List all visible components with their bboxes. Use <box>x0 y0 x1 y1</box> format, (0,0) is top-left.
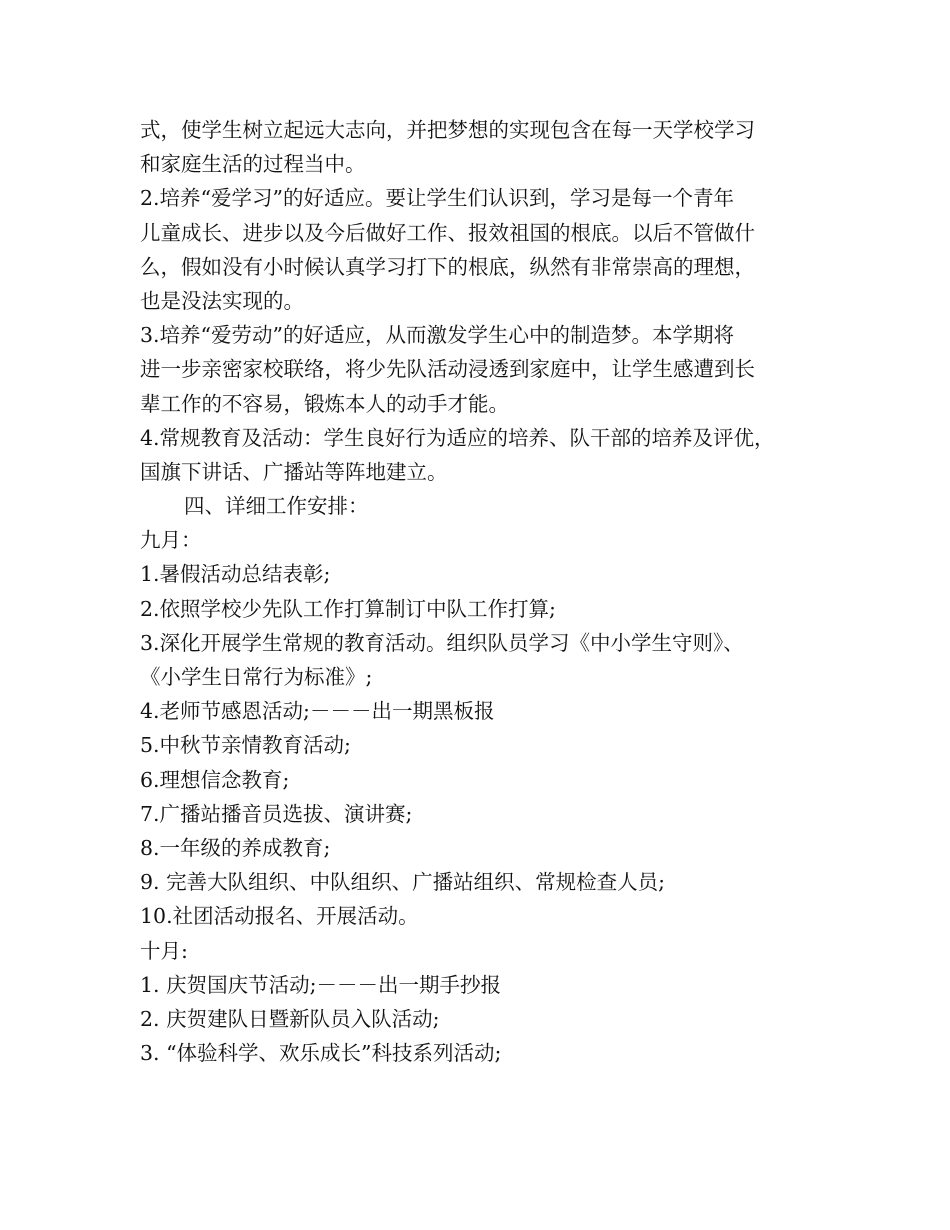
text-line: 4.常规教育及活动：学生良好行为适应的培养、队干部的培养及评优， <box>140 425 775 450</box>
text-line: 儿童成长、进步以及今后做好工作、报效祖国的根底。以后不管做什 <box>140 220 755 245</box>
list-item: 5.中秋节亲情教育活动; <box>140 733 351 758</box>
text-line: 国旗下讲话、广播站等阵地建立。 <box>140 459 448 484</box>
list-item: 4.老师节感恩活动;－－－出一期黑板报 <box>140 699 495 724</box>
list-item: 10.社团活动报名、开展活动。 <box>140 904 419 929</box>
text-line: 式，使学生树立起远大志向，并把梦想的实现包含在每一天学校学习 <box>140 118 755 142</box>
list-item: 2. 庆贺建队日暨新队员入队活动; <box>140 1006 440 1031</box>
list-item: 2.依照学校少先队工作打算制订中队工作打算; <box>140 596 556 621</box>
list-item: 8.一年级的养成教育; <box>140 835 331 860</box>
list-item: 1. 庆贺国庆节活动;－－－出一期手抄报 <box>140 972 501 997</box>
text-line: 也是没法实现的。 <box>140 288 304 313</box>
text-line: 么，假如没有小时候认真学习打下的根底，纵然有非常崇高的理想， <box>140 254 755 279</box>
list-item: 7.广播站播音员选拔、演讲赛; <box>140 801 413 826</box>
list-item: 9. 完善大队组织、中队组织、广播站组织、常规检查人员; <box>140 870 665 895</box>
month-heading: 九月： <box>140 528 202 553</box>
section-heading: 四、详细工作安排： <box>184 494 369 519</box>
list-item: 6.理想信念教育; <box>140 767 290 792</box>
text-line: 3.培养“爱劳动”的好适应，从而激发学生心中的制造梦。本学期将 <box>140 323 735 348</box>
text-line: 辈工作的不容易，锻炼本人的动手才能。 <box>140 391 509 416</box>
list-item: 3. “体验科学、欢乐成长”科技系列活动; <box>140 1041 502 1066</box>
list-item: 3.深化开展学生常规的教育活动。组织队员学习《中小学生守则》、 <box>140 630 744 655</box>
list-item: 《小学生日常行为标准》; <box>140 665 373 689</box>
text-line: 2.培养“爱学习”的好适应。要让学生们认识到，学习是每一个青年 <box>140 186 735 211</box>
text-line: 进一步亲密家校联络，将少先队活动浸透到家庭中，让学生感遭到长 <box>140 357 755 382</box>
text-line: 和家庭生活的过程当中。 <box>140 152 366 177</box>
month-heading: 十月: <box>140 938 188 963</box>
list-item: 1.暑假活动总结表彰; <box>140 562 331 587</box>
document-body <box>140 113 840 1070</box>
